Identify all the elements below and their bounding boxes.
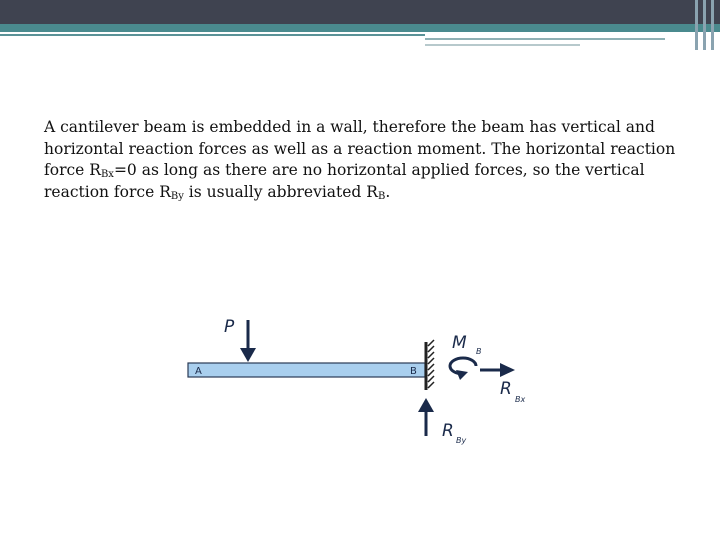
text-part: A cantilever beam is embedded in a wall, therefore the beam has vertical and horizontal reaction forces as well as a reaction moment. The horizontal reaction force R bbox=[44, 118, 676, 179]
text-part: . bbox=[385, 182, 391, 201]
text-part: =0 as long as there are no horizontal applied forces, so the vertical reaction force R bbox=[44, 161, 645, 201]
load-arrow bbox=[240, 320, 256, 362]
end-a-label: A bbox=[195, 366, 202, 377]
decor-stripe bbox=[703, 0, 706, 50]
moment-label: M bbox=[452, 333, 467, 353]
decor-line bbox=[425, 38, 665, 40]
decor-stripe bbox=[695, 0, 698, 50]
subscript: B bbox=[377, 190, 386, 202]
accent-stripe bbox=[0, 24, 720, 32]
load-label: P bbox=[224, 317, 235, 337]
vertical-reaction-arrow bbox=[418, 398, 434, 436]
horizontal-reaction-arrow bbox=[480, 363, 515, 377]
body-paragraph bbox=[44, 117, 684, 203]
moment-arrowhead bbox=[456, 370, 468, 380]
vertical-reaction-label: R bbox=[442, 421, 454, 441]
decor-line bbox=[0, 34, 425, 36]
title-bar-decoration bbox=[0, 0, 720, 24]
end-b-label: B bbox=[410, 366, 417, 377]
decor-line bbox=[425, 44, 580, 46]
horizontal-reaction-label: R bbox=[500, 379, 512, 399]
cantilever-beam-diagram bbox=[180, 310, 560, 460]
decor-stripe bbox=[711, 0, 714, 50]
moment-sub-label: B bbox=[476, 347, 482, 356]
text-part: is usually abbreviated R bbox=[183, 182, 378, 201]
subscript: Bx bbox=[100, 169, 114, 180]
horizontal-reaction-sub-label: Bx bbox=[515, 395, 526, 404]
vertical-reaction-sub-label: By bbox=[456, 436, 467, 445]
subscript: By bbox=[170, 190, 184, 202]
wall-support bbox=[426, 340, 434, 390]
beam bbox=[188, 363, 425, 377]
